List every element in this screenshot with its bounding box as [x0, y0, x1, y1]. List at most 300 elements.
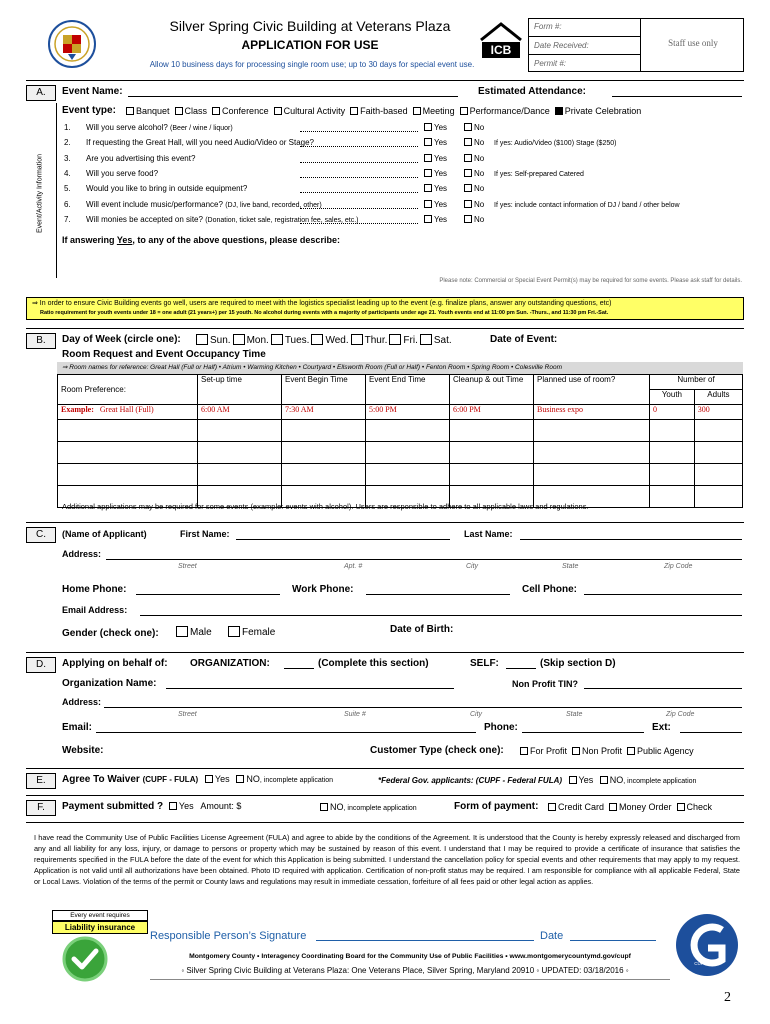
question-no-checkbox[interactable]: [464, 138, 472, 146]
signature-field[interactable]: [316, 940, 534, 941]
female-checkbox[interactable]: [228, 626, 240, 637]
question-yes[interactable]: [424, 138, 447, 147]
event-type-label-text: Faith-based: [360, 106, 408, 116]
question-number-cell: [64, 123, 71, 132]
day-box[interactable]: [196, 334, 208, 345]
section-b-letter: B.: [26, 333, 56, 349]
header-title: Silver Spring Civic Building at Veterans Plaza: [169, 18, 451, 34]
fed-no-label: NO: [609, 775, 624, 785]
cell-phone-field[interactable]: [584, 594, 742, 595]
address-field-d[interactable]: [104, 707, 742, 708]
customer-type-non-profit[interactable]: [572, 746, 622, 756]
payment-method-label: Credit Card: [558, 802, 605, 812]
event-type-banquet[interactable]: [126, 106, 170, 116]
day-box[interactable]: [233, 334, 245, 345]
describe-yes: Yes: [116, 235, 133, 245]
addr-street-d: Street: [178, 711, 197, 718]
waiver-label: Agree To Waiver: [62, 774, 140, 785]
event-type-checkbox[interactable]: [413, 107, 421, 115]
gender-female[interactable]: [226, 626, 275, 638]
question-yes[interactable]: [424, 123, 447, 132]
room-cell[interactable]: [282, 442, 366, 464]
tin-field[interactable]: [584, 688, 742, 689]
question-yes-label: Yes: [434, 153, 448, 163]
question-text: Would you like to bring in outside equipment?: [86, 184, 248, 194]
section-f-letter: F.: [26, 800, 56, 816]
payment-no-checkbox[interactable]: [320, 803, 328, 811]
question-text-cell: [86, 184, 247, 193]
example-cleanup: 6:00 PM: [450, 405, 534, 420]
addr-apt-c: Apt. #: [344, 563, 363, 570]
room-heading: Room Request and Event Occupancy Time: [62, 349, 266, 360]
email-label-d: Email:: [62, 722, 93, 733]
fed-row: [378, 775, 696, 785]
question-number-cell: [64, 184, 71, 193]
col-number: Number of: [650, 375, 743, 390]
question-yes-checkbox[interactable]: [424, 154, 432, 162]
question-yes[interactable]: [424, 154, 447, 163]
example-youth: 0: [650, 405, 695, 420]
question-no-label: No: [474, 168, 485, 178]
customer-type-checkbox[interactable]: [520, 747, 528, 755]
waiver-code: (CUPF - FULA): [142, 775, 199, 784]
waiver-yes-checkbox[interactable]: [205, 775, 213, 783]
payment-label: Payment submitted ?: [62, 801, 164, 812]
self-option-field[interactable]: [506, 668, 536, 669]
address-line: ◦ Silver Spring Civic Building at Veterans Plaza: One Veterans Place, Silver Spring, Maryland 20910 ◦ UPDATED: 03/18/2016 ◦: [181, 966, 629, 975]
section-e-letter: E.: [26, 773, 56, 789]
county-seal: [48, 20, 96, 68]
question-text: Will monies be accepted on site?: [86, 214, 203, 224]
question-number-cell: [64, 154, 71, 163]
event-type-label: Event type:: [62, 105, 116, 116]
org-option-field[interactable]: [284, 668, 314, 669]
addr-city-d: City: [470, 711, 483, 718]
fed-label: *Federal Gov. applicants: (CUPF - Federal FULA): [378, 776, 563, 785]
room-row: [58, 464, 743, 486]
room-cell[interactable]: [650, 442, 695, 464]
header-notice: Allow 10 business days for processing single room use; up to 30 days for special event use.: [149, 60, 475, 69]
dob-label: Date of Birth:: [390, 624, 454, 635]
room-row: [58, 442, 743, 464]
ratio-note: Ratio requirement for youth events under 18 = one adult (21 years+) per 15 youth. No alcohol during events with a majority of participants under age 21. Youth events end at 11:00 pm Sun. -Thurs., and 11:30 pm Fri.-Sat.: [40, 310, 609, 316]
event-type-checkbox[interactable]: [274, 107, 282, 115]
address-label-d: Address:: [62, 697, 102, 707]
day-box[interactable]: [311, 334, 323, 345]
room-cell[interactable]: [198, 442, 282, 464]
room-cell[interactable]: [282, 464, 366, 486]
permit-note: Please note: Commercial or Special Event Permit(s) may be required for some events. Please ask staff for details.: [439, 278, 742, 284]
payment-methods: [548, 802, 717, 812]
room-cell[interactable]: [366, 442, 450, 464]
room-cell[interactable]: [650, 464, 695, 486]
waiver-row: [62, 774, 333, 785]
room-cell[interactable]: [58, 442, 198, 464]
every-event-requires: Every event requires: [52, 910, 148, 921]
question-no[interactable]: [464, 123, 484, 132]
question-number-cell: [64, 138, 71, 147]
day-fri[interactable]: [387, 335, 417, 346]
female-label: Female: [242, 627, 276, 638]
day-thur[interactable]: [349, 335, 388, 346]
question-text: Will event include music/performance?: [86, 199, 223, 209]
male-label: Male: [190, 627, 212, 638]
attendance-label: Estimated Attendance:: [478, 86, 586, 97]
room-cell[interactable]: [450, 442, 534, 464]
question-leader: [300, 131, 418, 132]
room-cell[interactable]: [534, 442, 650, 464]
event-type-label-text: Conference: [222, 106, 269, 116]
behalf-label: Applying on behalf of:: [62, 658, 168, 669]
day-sat[interactable]: [418, 335, 452, 346]
room-row: [58, 420, 743, 442]
question-no[interactable]: [464, 200, 484, 209]
room-cell[interactable]: [694, 420, 742, 442]
room-cell[interactable]: [198, 464, 282, 486]
payment-no-row: [320, 802, 417, 812]
check-icon: [62, 936, 108, 982]
address-field-c[interactable]: [106, 559, 742, 560]
col-setup: Set-up time: [198, 375, 282, 405]
waiver-yes-label: Yes: [214, 774, 230, 784]
question-no-checkbox[interactable]: [464, 169, 472, 177]
question-extra: If yes: include contact information of DJ / band / other below: [494, 201, 680, 209]
question-yes-checkbox[interactable]: [424, 123, 432, 131]
question-number: 2.: [64, 138, 71, 148]
describe-label: [62, 235, 340, 245]
event-name-field[interactable]: [128, 96, 458, 97]
question-no-label: No: [474, 184, 485, 194]
example-room: Great Hall (Full): [99, 405, 154, 414]
event-date-label: Date of Event:: [490, 334, 558, 345]
question-leader: [300, 146, 418, 147]
waiver-no-checkbox[interactable]: [236, 775, 244, 783]
question-yes-label: Yes: [434, 168, 448, 178]
question-yes-checkbox[interactable]: [424, 215, 432, 223]
question-yes[interactable]: [424, 184, 447, 193]
fed-yes-label: Yes: [578, 775, 594, 785]
event-type-checkbox[interactable]: [212, 107, 220, 115]
home-phone-label: Home Phone:: [62, 584, 127, 595]
question-no-checkbox[interactable]: [464, 154, 472, 162]
event-type-checkbox[interactable]: [126, 107, 134, 115]
additional-note: Additional applications may be required for some events (example: events with alcohol). Users are responsible to adhere to all applicable laws and regulations.: [62, 502, 589, 511]
payment-no-label: NO: [330, 802, 344, 812]
event-type-checkbox[interactable]: [175, 107, 183, 115]
fed-no-checkbox[interactable]: [600, 776, 608, 784]
section-d-letter: D.: [26, 657, 56, 673]
event-type-checkbox[interactable]: [350, 107, 358, 115]
day-label: Tues.: [284, 335, 310, 346]
ext-label: Ext:: [652, 722, 671, 733]
signature-date-field[interactable]: [570, 940, 656, 941]
question-text-cell: [86, 154, 195, 163]
example-begin: 7:30 AM: [282, 405, 366, 420]
customer-type-label: Customer Type (check one):: [370, 745, 504, 756]
section-a-side-label: Event/Activity Information: [36, 154, 44, 233]
cupf-badge[interactable]: [672, 912, 742, 978]
event-type-cultural-activity[interactable]: [274, 106, 346, 116]
ext-field[interactable]: [680, 732, 742, 733]
question-number-cell: [64, 169, 71, 178]
question-no[interactable]: [464, 169, 484, 178]
question-leader: [300, 208, 418, 209]
first-name-field[interactable]: [236, 539, 450, 540]
addr-street-c: Street: [178, 563, 197, 570]
question-number: 5.: [64, 184, 71, 194]
question-yes-checkbox[interactable]: [424, 138, 432, 146]
customer-type-for-profit[interactable]: [520, 746, 567, 756]
day-of-week-label: Day of Week (circle one):: [62, 334, 181, 345]
room-names: ⇒ Room names for reference: Great Hall (Full or Half) • Atrium • Warming Kitchen • Courtyard • Ellsworth Room (Full or Half) • Fenton Room • Spring Room • Colesville Room: [62, 364, 563, 371]
phone-field-d[interactable]: [522, 732, 644, 733]
question-yes-checkbox[interactable]: [424, 184, 432, 192]
room-cell[interactable]: [534, 420, 650, 442]
question-number-cell: [64, 215, 71, 224]
payment-yes-label: Yes: [178, 801, 194, 811]
question-yes-label: Yes: [434, 214, 448, 224]
event-type-class[interactable]: [175, 106, 208, 116]
question-text-cell: [86, 138, 314, 147]
day-label: Thur.: [364, 335, 388, 346]
question-text-cell: [86, 200, 322, 209]
day-box[interactable]: [389, 334, 401, 345]
event-type-options: [126, 106, 646, 116]
day-box[interactable]: [271, 334, 283, 345]
male-checkbox[interactable]: [176, 626, 188, 637]
permit-number-label: Permit #:: [534, 59, 567, 68]
logistics-note: ⇒ In order to ensure Civic Building events go well, users are required to meet with the logistics specialist leading up to the event (e.g. finalize plans, answer any outstanding questions, etc): [32, 300, 612, 307]
payment-yes-checkbox[interactable]: [169, 802, 177, 810]
agreement-text: I have read the Community Use of Public Facilities License Agreement (FULA) and agree to abide by the conditions of the Agreement. It is understood that the County is hereby expressly released and discharged from any and all liability for any loss, injury, or damage to persons or property which may be sustained by reason of this event. I understand that I may be required to provide a certificate of insurance that satisfies the requirements specified in the FULA before the date of the event for which this Application is being submitted. I understand the cancellation policy for special events and other requirements that may apply to my request. Application is not valid until all authorizations have been obtained. Photo ID required with application. Certification of non-profit status may be required. I am responsible for compliance with all applicable Federal, State or Local Laws. Violation of the terms of the permit or County laws and regulations may result in immediate cessation, forfeiture of all fees paid or other legal action as applies.: [34, 833, 740, 886]
question-no-checkbox[interactable]: [464, 200, 472, 208]
question-yes[interactable]: [424, 169, 447, 178]
applicant-label: (Name of Applicant): [62, 529, 147, 539]
question-extra-cell: [494, 200, 680, 209]
day-label: Mon.: [246, 335, 269, 346]
form-number-label: Form #:: [534, 22, 562, 31]
day-wed[interactable]: [309, 335, 348, 346]
customer-type-checkbox[interactable]: [572, 747, 580, 755]
addr-state-c: State: [562, 563, 579, 570]
section-c-letter: C.: [26, 527, 56, 543]
question-extra: If yes: Audio/Video ($100) Stage ($250): [494, 140, 617, 148]
icb-logo-text: ICB: [490, 43, 512, 57]
describe-field[interactable]: [62, 248, 742, 278]
payment-method-label: Check: [686, 802, 713, 812]
question-yes-checkbox[interactable]: [424, 169, 432, 177]
describe-pre: If answering: [62, 235, 117, 245]
section-a-letter: A.: [26, 85, 56, 101]
payment-row: [62, 801, 241, 812]
board-line: Montgomery County • Interagency Coordinating Board for the Community Use of Public Facilities • www.montgomerycountymd.gov/cupf: [189, 953, 631, 960]
question-no[interactable]: [464, 138, 484, 147]
col-room: Room Preference:: [58, 375, 198, 405]
event-type-conference[interactable]: [212, 106, 269, 116]
example-setup: 6:00 AM: [198, 405, 282, 420]
room-cell[interactable]: [198, 420, 282, 442]
website-label: Website:: [62, 745, 104, 756]
event-type-meeting[interactable]: [413, 106, 455, 116]
question-number: 4.: [64, 168, 71, 178]
question-number: 7.: [64, 214, 71, 224]
day-label: Wed.: [325, 335, 349, 346]
event-name-label: Event Name:: [62, 86, 123, 97]
gender-label: Gender (check one):: [62, 628, 159, 639]
question-no[interactable]: [464, 215, 484, 224]
example-label: Example:: [61, 405, 94, 414]
col-use: Planned use of room?: [534, 375, 650, 405]
customer-type-label: Public Agency: [637, 746, 694, 756]
question-yes-label: Yes: [434, 138, 448, 148]
question-text: Will you serve food?: [86, 168, 159, 178]
day-label: Fri.: [403, 335, 418, 346]
question-yes-label: Yes: [434, 184, 448, 194]
day-box[interactable]: [420, 334, 432, 345]
event-type-label-text: Private Celebration: [564, 106, 642, 116]
payment-no-hint: , incomplete application: [343, 805, 417, 812]
header-subtitle: APPLICATION FOR USE: [241, 38, 379, 52]
last-name-label: Last Name:: [464, 529, 513, 539]
room-cell[interactable]: [694, 486, 742, 508]
event-type-private-celebration[interactable]: [555, 106, 642, 116]
question-no-checkbox[interactable]: [464, 215, 472, 223]
org-option-hint: (Complete this section): [318, 658, 429, 669]
question-leader: [300, 192, 418, 193]
org-name-field[interactable]: [166, 688, 454, 689]
question-yes[interactable]: [424, 200, 447, 209]
gender-male[interactable]: [174, 626, 212, 638]
example-adults: 300: [694, 405, 742, 420]
question-extra-cell: [494, 138, 616, 147]
question-no-label: No: [474, 199, 485, 209]
event-type-checkbox[interactable]: [555, 107, 563, 115]
work-phone-field[interactable]: [366, 594, 510, 595]
question-extra: If yes: Self-prepared Catered: [494, 170, 584, 178]
self-option-hint: (Skip section D): [540, 658, 616, 669]
room-cell[interactable]: [58, 464, 198, 486]
col-youth: Youth: [650, 390, 695, 405]
email-field-d[interactable]: [96, 732, 476, 733]
day-label: Sat.: [433, 335, 452, 346]
question-text-cell: [86, 169, 158, 178]
col-begin: Event Begin Time: [282, 375, 366, 405]
event-type-performance-dance[interactable]: [460, 106, 550, 116]
payment-method-checkbox[interactable]: [548, 803, 556, 811]
room-cell[interactable]: [694, 464, 742, 486]
attendance-field[interactable]: [612, 96, 742, 97]
question-no-label: No: [474, 153, 485, 163]
addr-suite-d: Suite #: [344, 711, 366, 718]
question-no[interactable]: [464, 154, 484, 163]
page-number: 2: [724, 990, 731, 1005]
question-no-checkbox[interactable]: [464, 184, 472, 192]
room-cell[interactable]: [650, 486, 695, 508]
address-label-c: Address:: [62, 549, 102, 559]
question-no-checkbox[interactable]: [464, 123, 472, 131]
room-cell[interactable]: [58, 420, 198, 442]
question-text: If requesting the Great Hall, will you need Audio/Video or Stage?: [86, 138, 314, 148]
day-box[interactable]: [351, 334, 363, 345]
fed-no-hint: , incomplete application: [623, 778, 697, 785]
question-no-label: No: [474, 123, 485, 132]
first-name-label: First Name:: [180, 529, 230, 539]
question-leader: [300, 162, 418, 163]
room-cell[interactable]: [450, 420, 534, 442]
payment-method-checkbox[interactable]: [677, 803, 685, 811]
customer-type-checkbox[interactable]: [627, 747, 635, 755]
question-yes-label: Yes: [434, 199, 448, 209]
cupf-badge-text: CUPF Go To: [694, 961, 720, 966]
question-number: 3.: [64, 153, 71, 163]
question-number: 6.: [64, 199, 71, 209]
room-cell[interactable]: [694, 442, 742, 464]
event-type-label-text: Cultural Activity: [283, 106, 346, 116]
payment-method-check[interactable]: [677, 802, 713, 812]
day-mon[interactable]: [231, 335, 269, 346]
payment-method-credit-card[interactable]: [548, 802, 604, 812]
waiver-no-hint: , incomplete application: [259, 777, 334, 784]
home-phone-field[interactable]: [136, 594, 280, 595]
fed-yes-checkbox[interactable]: [569, 776, 577, 784]
question-yes-checkbox[interactable]: [424, 200, 432, 208]
event-type-label-text: Performance/Dance: [469, 106, 550, 116]
question-leader: [300, 223, 418, 224]
email-field-c[interactable]: [140, 615, 742, 616]
cell-phone-label: Cell Phone:: [522, 584, 578, 595]
question-no[interactable]: [464, 184, 484, 193]
org-name-label: Organization Name:: [62, 678, 157, 689]
tin-label: Non Profit TIN?: [512, 679, 578, 689]
day-sun[interactable]: [194, 335, 231, 346]
question-text: Will you serve alcohol?: [86, 123, 168, 132]
addr-city-c: City: [466, 563, 479, 570]
addr-state-d: State: [566, 711, 583, 718]
addr-zip-c: Zip Code: [664, 563, 693, 570]
self-option-label: SELF:: [470, 658, 499, 669]
liability-insurance-badge: Liability insurance: [52, 921, 148, 934]
staff-use-label: Staff use only: [668, 38, 718, 48]
event-type-label-text: Meeting: [422, 106, 455, 116]
question-no-label: No: [474, 138, 485, 148]
payment-method-money-order[interactable]: [609, 802, 672, 812]
day-tues[interactable]: [269, 335, 310, 346]
payment-method-checkbox[interactable]: [609, 803, 617, 811]
amount-label: Amount: $: [200, 801, 242, 811]
signature-label: Responsible Person’s Signature: [150, 930, 307, 942]
room-cell[interactable]: [282, 420, 366, 442]
col-cleanup: Cleanup & out Time: [450, 375, 534, 405]
room-cell[interactable]: [650, 420, 695, 442]
event-type-label-text: Banquet: [136, 106, 170, 116]
icb-logo: [478, 20, 524, 60]
payment-method-label: Money Order: [619, 802, 672, 812]
room-cell[interactable]: [366, 420, 450, 442]
customer-type-label: For Profit: [530, 746, 568, 756]
room-cell[interactable]: [450, 464, 534, 486]
event-type-faith-based[interactable]: [350, 106, 408, 116]
customer-type-public-agency[interactable]: [627, 746, 694, 756]
example-room-cell: [58, 405, 198, 420]
room-cell[interactable]: [366, 464, 450, 486]
event-type-checkbox[interactable]: [460, 107, 468, 115]
last-name-field[interactable]: [520, 539, 742, 540]
room-cell[interactable]: [534, 464, 650, 486]
example-end: 5:00 PM: [366, 405, 450, 420]
col-adults: Adults: [694, 390, 742, 405]
org-option-label: ORGANIZATION:: [190, 658, 270, 669]
question-yes[interactable]: [424, 215, 447, 224]
